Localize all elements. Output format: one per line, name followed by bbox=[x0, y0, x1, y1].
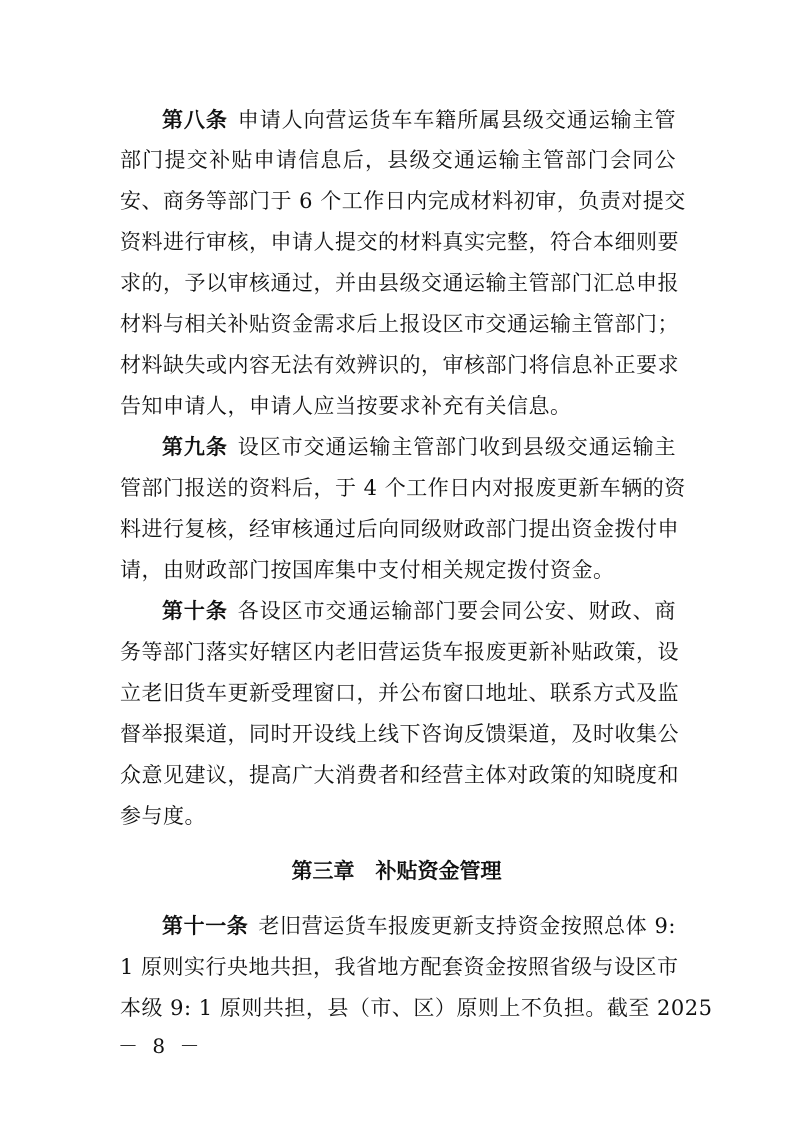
article11-heading: 第十一条 bbox=[162, 914, 249, 938]
article8-line-6: 材料与相关补贴资金需求后上报设区市交通运输主管部门； bbox=[120, 312, 679, 336]
article9-line-3: 料进行复核，经审核通过后向同级财政部门提出资金拨付申 bbox=[120, 517, 679, 541]
article10-heading: 第十条 bbox=[162, 599, 228, 623]
article8-line-1 bbox=[120, 106, 676, 134]
article10-line-3: 立老旧货车更新受理窗口，并公布窗口地址、联系方式及监 bbox=[120, 681, 679, 705]
article10-line-1 bbox=[120, 597, 676, 625]
article11-text-1: 老旧营运货车报废更新支持资金按照总体 9: bbox=[258, 914, 676, 938]
article8-line-8: 告知申请人，申请人应当按要求补充有关信息。 bbox=[120, 394, 572, 418]
article8-line-4: 资料进行审核，申请人提交的材料真实完整，符合本细则要 bbox=[120, 230, 679, 254]
article10-line-2: 务等部门落实好辖区内老旧营运货车报废更新补贴政策，设 bbox=[120, 640, 679, 664]
article9-text-1: 设区市交通运输主管部门收到县级交通运输主 bbox=[237, 435, 676, 459]
article8-line-5: 求的，予以审核通过，并由县级交通运输主管部门汇总申报 bbox=[120, 271, 679, 295]
article11-line-2: 1 原则实行央地共担，我省地方配套资金按照省级与设区市 bbox=[120, 955, 679, 979]
article9-line-1 bbox=[120, 433, 676, 461]
article10-line-5: 众意见建议，提高广大消费者和经营主体对政策的知晓度和 bbox=[120, 763, 679, 787]
chapter-title: 第三章 补贴资金管理 bbox=[291, 859, 502, 883]
article9-line-2: 管部门报送的资料后，于 4 个工作日内对报废更新车辆的资 bbox=[120, 476, 686, 500]
page-number: － 8 － bbox=[118, 1034, 204, 1058]
article11-line-3: 本级 9: 1 原则共担，县（市、区）原则上不负担。截至 2025 bbox=[120, 996, 713, 1020]
article10-line-6: 参与度。 bbox=[120, 804, 206, 828]
article8-line-7: 材料缺失或内容无法有效辨识的，审核部门将信息补正要求 bbox=[120, 353, 679, 377]
article8-line-3: 安、商务等部门于 6 个工作日内完成材料初审，负责对提交 bbox=[120, 189, 686, 213]
article8-line-2: 部门提交补贴申请信息后，县级交通运输主管部门会同公 bbox=[120, 148, 676, 172]
article9-line-4: 请，由财政部门按国库集中支付相关规定拨付资金。 bbox=[120, 558, 615, 582]
article8-text-1: 申请人向营运货车车籍所属县级交通运输主管 bbox=[237, 108, 676, 132]
article10-text-1: 各设区市交通运输部门要会同公安、财政、商 bbox=[237, 599, 676, 623]
article9-heading: 第九条 bbox=[162, 435, 228, 459]
article10-line-4: 督举报渠道，同时开设线上线下咨询反馈渠道，及时收集公 bbox=[120, 722, 679, 746]
article8-heading: 第八条 bbox=[162, 108, 228, 132]
article11-line-1 bbox=[120, 912, 676, 940]
